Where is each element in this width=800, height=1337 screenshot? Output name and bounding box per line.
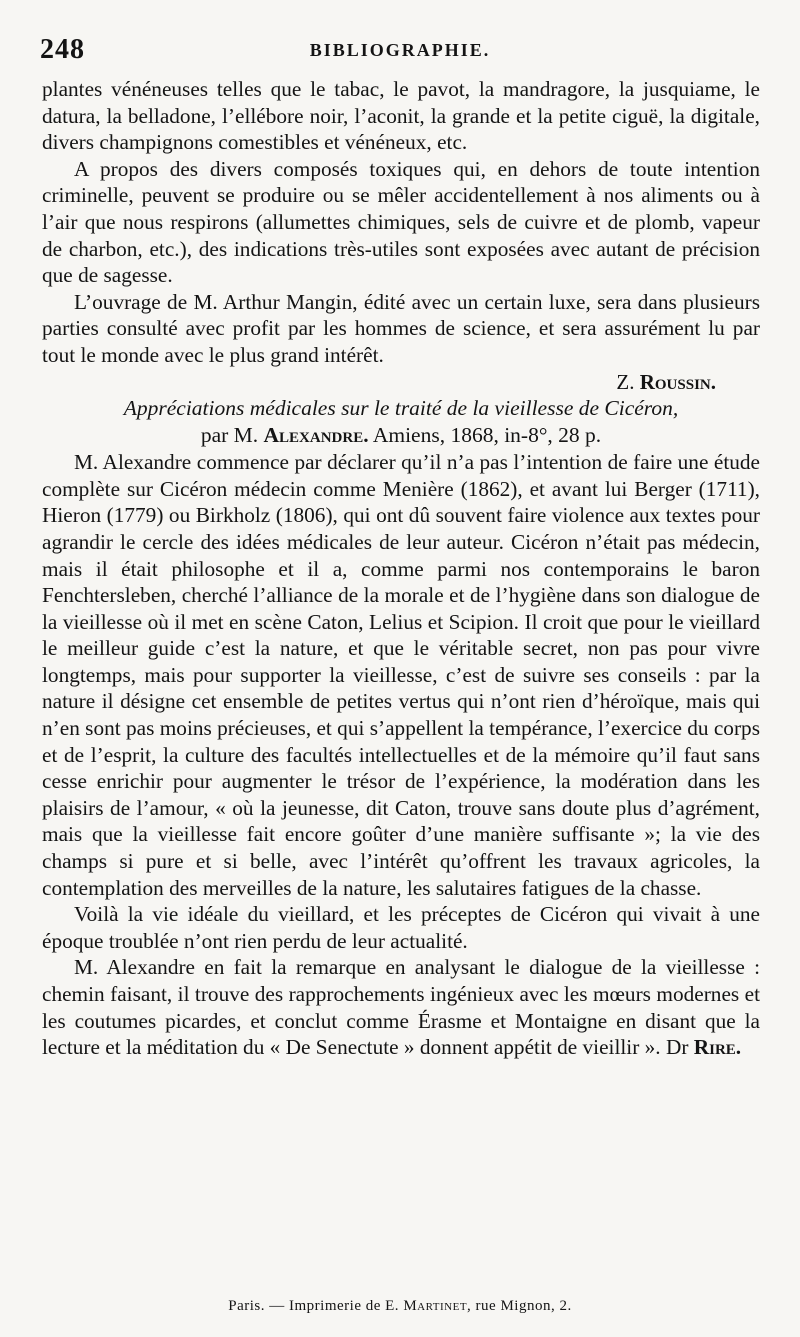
byline-author: Alexandre.	[263, 423, 369, 448]
imprint-suffix: , rue Mignon, 2.	[467, 1298, 572, 1314]
page-body	[42, 76, 760, 1061]
page-number: 248	[40, 34, 85, 65]
byline-details: Amiens, 1868, in-8°, 28 p.	[372, 423, 602, 448]
signature	[42, 369, 760, 396]
paragraph: L’ouvrage de M. Arthur Mangin, édité avec un certain luxe, sera dans plusieurs parties consulté avec profit par les hommes de science, et sera assurément lu par tout le monde avec le plus grand intérêt.	[42, 289, 760, 367]
signature-initial: Dr	[665, 1035, 689, 1060]
signature-name: Roussin.	[639, 369, 716, 394]
paragraph-text: M. Alexandre en fait la remarque en analysant le dialogue de la vieillesse : chemin faisant, il trouve des rapprochements ingénieux avec les mœurs modernes et les coutumes picardes, et conclut comme Érasme et Montaigne en disant que la lecture et la méditation du « De Senectute » donnent appétit de vieillir ».	[42, 955, 760, 1060]
running-head: BIBLIOGRAPHIE.	[309, 40, 491, 60]
paragraph: A propos des divers composés toxiques qui, en dehors de toute intention criminelle, peuvent se produire ou se mêler accidentellement à nos aliments ou à l’air que nous respirons (allumettes chimiques, sels de cuivre et de plomb, vapeur de charbon, etc.), des indications très-utiles sont exposées avec autant de précision que de sagesse.	[42, 156, 760, 288]
paragraph: M. Alexandre commence par déclarer qu’il n’a pas l’intention de faire une étude complète sur Cicéron médecin comme Menière (1862), et avant lui Berger (1711), Hieron (1779) ou Birkholz (1806), qui ont dû souvent faire violence aux textes pour agrandir le cercle des idées médicales de leur auteur. Cicéron n’était pas médecin, mais il était philosophe et il a, comme parmi nos contemporains le baron Fenchtersleben, cherché l’alliance de la morale et de l’hygiène dans son dialogue de la vieillesse où il met en scène Caton, Lelius et Scipion. Il croit que pour le vieillard le meilleur guide c’est la nature, et que le véritable secret, non pas pour vivre longtemps, mais pour supporter la vieillesse, c’est de suivre ses conseils : par la nature il désigne cet ensemble de petites vertus qui n’ont rien d’héroïque, mais qui n’en sont pas moins précieuses, et qui s’appellent la tempérance, l’exercice du corps et de l’esprit, la culture des facultés intellectuelles et de la mémoire qu’il faut sans cesse enrichir pour augmenter le trésor de l’expérience, la modération dans les plaisirs de l’amour, « où la jeunesse, dit Caton, trouve sans doute plus d’agrément, mais que la vieillesse fait encore goûter d’une manière suffisante »; la vie des champs si pure et si belle, avec l’intérêt qu’offrent les travaux agricoles, la contemplation des merveilles de la nature, les salutaires fatigues de la chasse.	[42, 450, 760, 900]
byline-prefix: par M.	[200, 423, 259, 448]
page-header	[40, 34, 760, 70]
paragraph: Voilà la vie idéale du vieillard, et les préceptes de Cicéron qui vivait à une époque troublée n’ont rien perdu de leur actualité.	[42, 902, 760, 953]
review-byline	[42, 422, 760, 449]
imprint-prefix: Paris. — Imprimerie de E.	[228, 1298, 400, 1314]
signature-name: Rire.	[693, 1035, 742, 1060]
imprint-footer	[0, 1298, 800, 1315]
paragraph	[42, 954, 760, 1060]
review-title: Appréciations médicales sur le traité de la vieillesse de Cicéron,	[123, 396, 679, 421]
signature-initial: Z.	[616, 369, 635, 394]
paragraph: plantes vénéneuses telles que le tabac, le pavot, la mandragore, la jusquiame, le datura, la belladone, l’ellébore noir, l’aconit, la grande et la petite ciguë, la digitale, divers champignons comestibles et vénéneux, etc.	[42, 77, 760, 155]
imprint-printer: Martinet	[403, 1298, 468, 1314]
